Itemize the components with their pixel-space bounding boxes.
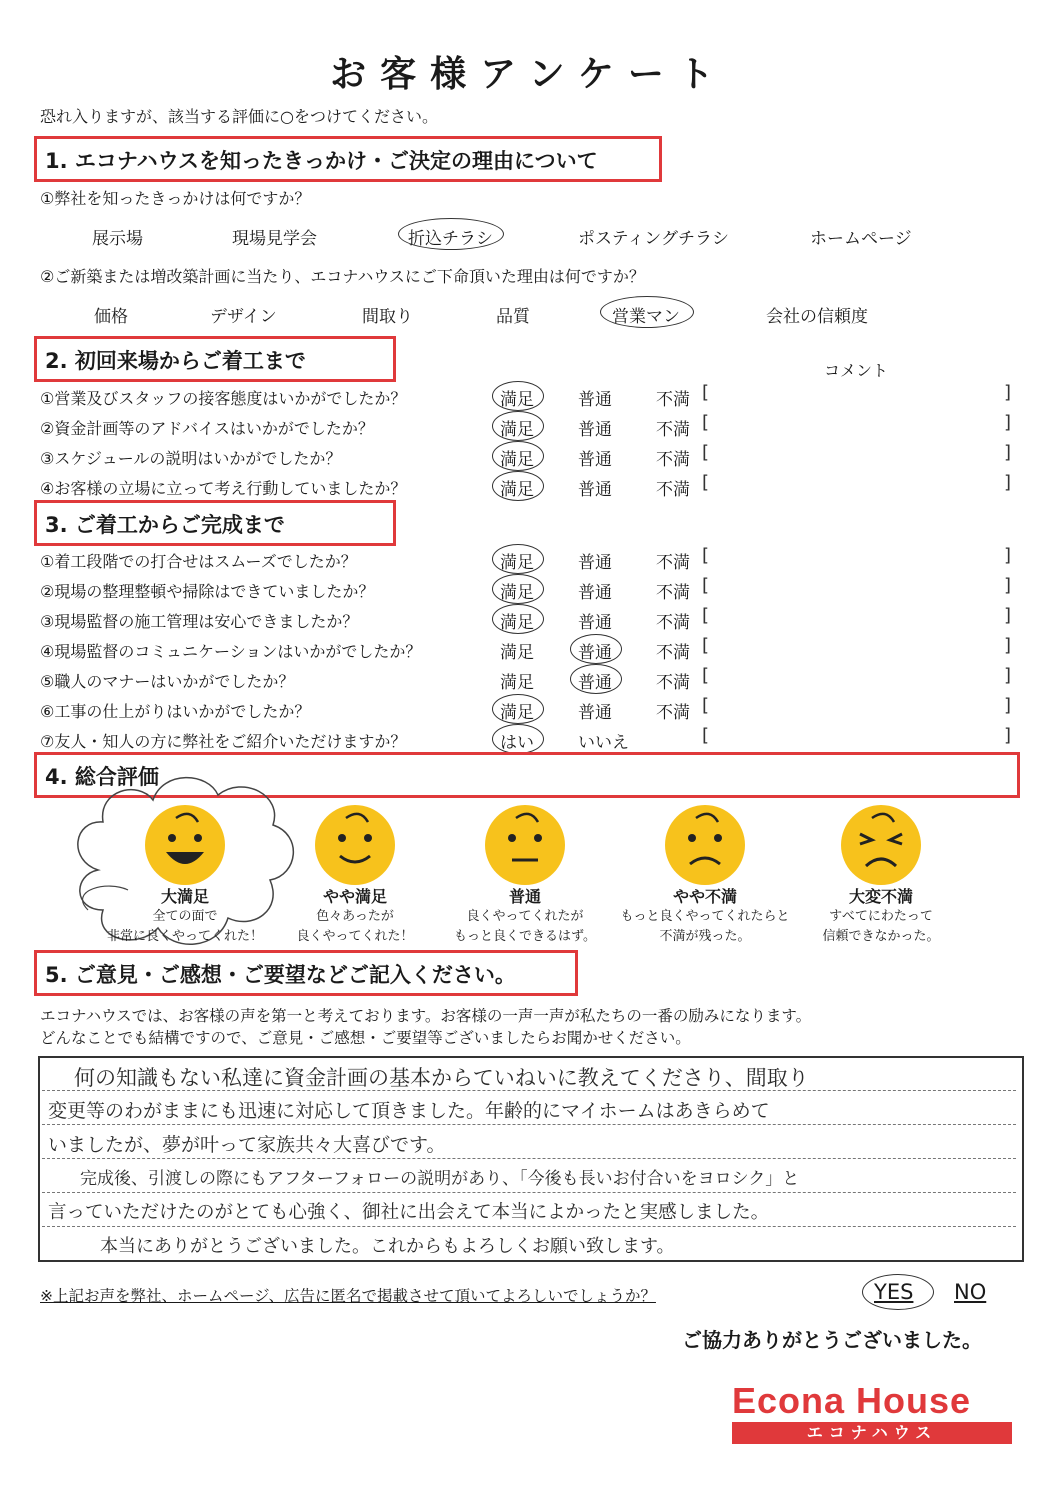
q2-option[interactable]: 営業マン (612, 307, 680, 327)
rating-satisfied[interactable]: 満足 (500, 583, 534, 603)
comment-bracket-close: ] (1004, 605, 1012, 626)
ruled-line (42, 1124, 1016, 1125)
rating-satisfied[interactable]: 満足 (500, 703, 534, 723)
comment-bracket-open: [ (702, 442, 710, 463)
s3-question: ④現場監督のコミュニケーションはいかがでしたか？ (40, 642, 422, 661)
selection-circle (570, 634, 622, 664)
q1-option[interactable]: ホームページ (810, 229, 912, 249)
comment-bracket-open: [ (702, 665, 710, 686)
section3-header (34, 500, 396, 546)
comment-bracket-close: ] (1004, 575, 1012, 596)
section5-intro: どんなことでも結構ですので、ご意見・ご感想・ご要望等ございましたらお聞かせください。 (40, 1029, 691, 1047)
selection-circle (492, 604, 544, 634)
comment-bracket-close: ] (1004, 725, 1012, 746)
rating-unsatisfied[interactable]: 不満 (656, 553, 690, 573)
comment-bracket-close: ] (1004, 472, 1012, 493)
section4-title: 4. 総合評価 (45, 765, 159, 789)
face-desc: 全ての面で (152, 909, 218, 924)
q1-option[interactable]: 折込チラシ (408, 229, 493, 249)
rating-unsatisfied[interactable]: 不満 (656, 390, 690, 410)
rating-unsatisfied[interactable]: 不満 (656, 450, 690, 470)
selection-circle (492, 544, 544, 574)
comment-bracket-close: ] (1004, 545, 1012, 566)
s3-question: ③現場監督の施工管理は安心できましたか？ (40, 612, 359, 631)
rating-satisfied[interactable]: 満足 (500, 450, 534, 470)
consent-yes[interactable]: YES (874, 1280, 914, 1304)
s3-question: ②現場の整理整頓や掃除はできていましたか？ (40, 582, 375, 601)
comment-line: 言っていただけたのがとても心強く、御社に出会えて本当によかったと実感しました。 (48, 1202, 770, 1223)
rating-unsatisfied[interactable]: 不満 (656, 583, 690, 603)
face-caption (610, 884, 800, 947)
s2-question: ②資金計画等のアドバイスはいかがでしたか？ (40, 419, 374, 438)
comment-bracket-open: [ (702, 472, 710, 493)
face-desc: 良くやってくれたが (466, 909, 584, 924)
ruled-line (42, 1158, 1016, 1159)
thanks-text: ご協力ありがとうございました。 (682, 1328, 982, 1352)
rating-normal[interactable]: 普通 (578, 390, 612, 410)
rating-unsatisfied[interactable]: 不満 (656, 703, 690, 723)
comment-bracket-open: [ (702, 575, 710, 596)
rating-satisfied[interactable]: 満足 (500, 643, 534, 663)
section1-q1: ①弊社を知ったきっかけは何ですか？ (40, 189, 311, 208)
face-desc: 良くやってくれた！ (296, 929, 414, 944)
comment-line: 完成後、引渡しの際にもアフターフォローの説明があり、「今後も長いお付合いをヨロシク」と (80, 1169, 800, 1189)
comment-bracket-close: ] (1004, 665, 1012, 686)
face-desc: 色々あったが (316, 909, 394, 924)
comment-bracket-open: [ (702, 382, 710, 403)
comment-bracket-open: [ (702, 412, 710, 433)
rating-unsatisfied[interactable]: 不満 (656, 420, 690, 440)
comment-bracket-close: ] (1004, 695, 1012, 716)
face-somewhat-satisfied-icon[interactable] (310, 800, 400, 890)
section5-intro: エコナハウスでは、お客様の声を第一と考えております。お客様の一声一声が私たちの一番の励みになります。 (40, 1007, 812, 1025)
company-logo-sub: エコナハウス (732, 1422, 1012, 1444)
q2-option[interactable]: 価格 (94, 307, 128, 327)
s3-question: ⑥工事の仕上がりはいかがでしたか？ (40, 702, 311, 721)
page-title: お客様アンケート (330, 54, 728, 95)
selection-circle (492, 574, 544, 604)
selection-circle (492, 441, 544, 471)
intro-text: 恐れ入りますが、該当する評価に○をつけてください。 (40, 107, 438, 126)
section5-header (34, 950, 578, 996)
section1-title: 1. エコナハウスを知ったきっかけ・ご決定の理由について (45, 149, 598, 173)
section2-title: 2. 初回来場からご着工まで (45, 349, 306, 373)
rating-unsatisfied[interactable]: 不満 (656, 643, 690, 663)
rating-normal[interactable]: 普通 (578, 420, 612, 440)
face-label: 大変不満 (848, 887, 913, 906)
ruled-line (42, 1192, 1016, 1193)
comment-bracket-open: [ (702, 695, 710, 716)
s3-question: ①着工段階での打合せはスムーズでしたか？ (40, 552, 357, 571)
selection-circle (492, 724, 544, 754)
consent-no[interactable]: NO (954, 1280, 987, 1304)
selection-circle (492, 471, 544, 501)
selection-circle (570, 664, 622, 694)
face-neutral-icon[interactable] (480, 800, 570, 890)
q2-option[interactable]: 間取り (362, 307, 413, 327)
section3-title: 3. ご着工からご完成まで (45, 513, 285, 537)
s3-question: ⑤職人のマナーはいかがでしたか？ (40, 672, 295, 691)
q1-option[interactable]: 現場見学会 (232, 229, 317, 249)
rating-unsatisfied[interactable]: 不満 (656, 613, 690, 633)
rating-normal[interactable]: 普通 (578, 613, 612, 633)
section5-title: 5. ご意見・ご感想・ご要望などご記入ください。 (45, 963, 516, 987)
comment-line: 本当にありがとうございました。これからもよろしくお願い致します。 (100, 1236, 675, 1257)
rating-normal[interactable]: 普通 (578, 450, 612, 470)
recommend-no[interactable]: いいえ (578, 733, 629, 753)
comment-bracket-open: [ (702, 635, 710, 656)
consent-question: ※上記お声を弊社、ホームページ、広告に匿名で掲載させて頂いてよろしいでしょうか？ (40, 1287, 656, 1305)
face-label: やや満足 (322, 887, 387, 906)
rating-normal[interactable]: 普通 (578, 583, 612, 603)
company-logo: Econa House (732, 1380, 972, 1421)
selection-circle (492, 381, 544, 411)
comment-bracket-close: ] (1004, 382, 1012, 403)
rating-normal[interactable]: 普通 (578, 553, 612, 573)
rating-satisfied[interactable]: 満足 (500, 480, 534, 500)
selection-circle (398, 218, 504, 250)
face-label: 普通 (508, 887, 541, 906)
face-label: 大満足 (160, 887, 209, 906)
rating-normal[interactable]: 普通 (578, 643, 612, 663)
comment-label: コメント (824, 361, 889, 380)
rating-normal[interactable]: 普通 (578, 703, 612, 723)
selection-circle (492, 411, 544, 441)
comment-bracket-close: ] (1004, 442, 1012, 463)
rating-normal[interactable]: 普通 (578, 480, 612, 500)
s3-question-7: ⑦友人・知人の方に弊社をご紹介いただけますか？ (40, 732, 407, 751)
comment-bracket-close: ] (1004, 635, 1012, 656)
face-somewhat-dissatisfied-icon[interactable] (660, 800, 750, 890)
q1-option[interactable]: ポスティングチラシ (578, 229, 729, 249)
comment-bracket-open: [ (702, 725, 710, 746)
rating-unsatisfied[interactable]: 不満 (656, 480, 690, 500)
q1-option[interactable]: 展示場 (92, 229, 143, 249)
rating-satisfied[interactable]: 満足 (500, 390, 534, 410)
comment-bracket-open: [ (702, 605, 710, 626)
comment-bracket-open: [ (702, 545, 710, 566)
rating-unsatisfied[interactable]: 不満 (656, 673, 690, 693)
face-very-satisfied-icon[interactable] (140, 800, 230, 890)
recommend-yes[interactable]: はい (500, 733, 534, 753)
face-label: やや不満 (672, 887, 737, 906)
rating-normal[interactable]: 普通 (578, 673, 612, 693)
comment-line: いましたが、夢が叶って家族共々大喜びです。 (48, 1134, 446, 1156)
s2-question: ①営業及びスタッフの接客態度はいかがでしたか？ (40, 389, 407, 408)
face-caption (90, 884, 280, 947)
selection-circle (862, 1274, 934, 1310)
face-caption (260, 884, 450, 947)
comment-line: 変更等のわがままにも迅速に対応して頂きました。年齢的にマイホームはあきらめて (48, 1100, 770, 1122)
rating-satisfied[interactable]: 満足 (500, 420, 534, 440)
section2-header (34, 336, 396, 382)
section1-header (34, 136, 662, 182)
face-desc: すべてにわたって (829, 909, 933, 924)
face-desc: もっと良くやってくれたらと (620, 909, 790, 924)
face-desc: 非常に良くやってくれた！ (106, 929, 263, 944)
q2-option[interactable]: 品質 (496, 307, 530, 327)
selection-circle (492, 694, 544, 724)
rating-satisfied[interactable]: 満足 (500, 673, 534, 693)
selection-circle (600, 296, 694, 328)
comment-bracket-close: ] (1004, 412, 1012, 433)
s2-question: ④お客様の立場に立って考え行動していましたか？ (40, 479, 407, 498)
ruled-line (42, 1226, 1016, 1227)
section1-q2: ②ご新築または増改築計画に当たり、エコナハウスにご下命頂いた理由は何ですか？ (40, 267, 645, 286)
rating-satisfied[interactable]: 満足 (500, 553, 534, 573)
s2-question: ③スケジュールの説明はいかがでしたか？ (40, 449, 342, 468)
face-very-dissatisfied-icon[interactable] (836, 800, 926, 890)
face-desc: もっと良くできるはず。 (454, 929, 596, 944)
face-caption (786, 884, 976, 947)
q2-option[interactable]: デザイン (210, 307, 277, 327)
rating-satisfied[interactable]: 満足 (500, 613, 534, 633)
face-desc: 信頼できなかった。 (822, 929, 940, 944)
q2-option[interactable]: 会社の信頼度 (766, 307, 868, 327)
face-desc: 不満が残った。 (659, 929, 751, 944)
face-caption (430, 884, 620, 947)
comment-line: 何の知識もない私達に資金計画の基本からていねいに教えてくださり、間取り (74, 1066, 809, 1090)
